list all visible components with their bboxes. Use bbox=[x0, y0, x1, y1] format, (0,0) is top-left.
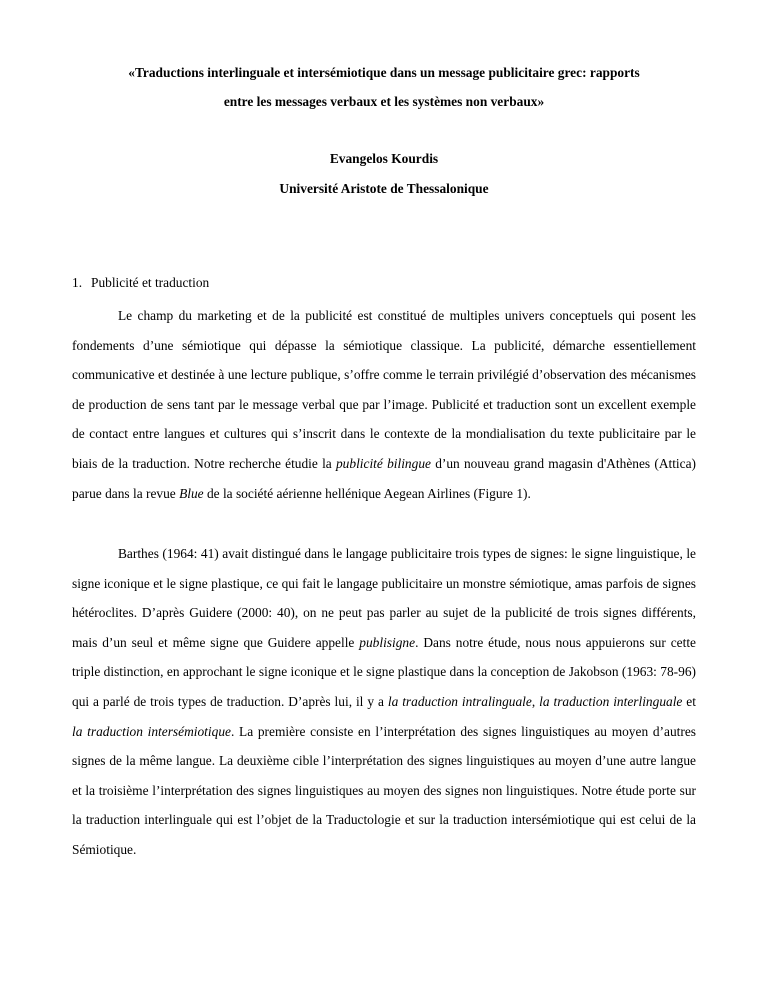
paragraph-2-text-1: Barthes (1964: 41) avait distingué dans le langage publicitaire trois types de signes: le signe linguistique, le signe iconique et le signe plastique, ce qui fait le langage publicitaire un monstre sémiotique, amas parfois de signes hétéroclites. D’après Guidere (2000: 40), on ne peut pas parler au sujet de la publicité de trois signes différents, mais d’un seul et même signe que Guidere appelle bbox=[72, 546, 696, 650]
section-title: Publicité et traduction bbox=[91, 275, 210, 290]
paragraph-2-text-4: et bbox=[682, 693, 696, 709]
paper-title-line-2: entre les messages verbaux et les systèmes non verbaux» bbox=[223, 94, 545, 109]
author-name: Evangelos Kourdis bbox=[329, 151, 439, 166]
paragraph-2-text-2: . Dans notre étude, nous nous appuierons sur cette triple distinction, en approchant le signe iconique et le signe plastique dans la conception de Jakobson (1963: 78-96) qui a parlé de trois types de traduction. D’après lui, il y a bbox=[72, 634, 696, 709]
paragraph-1-text-3: de la société aérienne hellénique Aegean Airlines (Figure 1). bbox=[203, 485, 531, 501]
section-heading bbox=[72, 274, 209, 292]
paragraph-2-text-5: . La première consiste en l’interprétation des signes linguistiques au moyen d’autres signes de la même langue. La deuxième cible l’interprétation des signes linguistiques au moyen d’une autre langue et la troisième l’interprétation des signes linguistiques au moyen des signes non linguistiques. Notre étude porte sur la traduction interlinguale qui est l’objet de la Traductologie et sur la traduction intersémiotique qui est celui de la Sémiotique. bbox=[72, 723, 696, 857]
paragraph-2-emphasis-1: publisigne bbox=[359, 634, 416, 650]
paragraph-1-text-1: Le champ du marketing et de la publicité est constitué de multiples univers conceptuels qui posent les fondements d’une sémiotique qui dépasse la sémiotique classique. La publicité, démarche essentiellement communicative et destinée à une lecture publique, s’offre comme le terrain privilégié d’observation des mécanismes de production de sens tant par le message verbal que par l’image. Publicité et traduction sont un excellent exemple de contact entre langues et cultures qui s’inscrit dans le contexte de la mondialisation du texte publicitaire par le biais de la traduction. Notre recherche étudie la bbox=[72, 308, 696, 471]
paragraph-2-emphasis-4: la traduction intersémiotique bbox=[72, 723, 231, 739]
paper-title-line-1: «Traductions interlinguale et intersémiotique dans un message publicitaire grec: rapports bbox=[128, 65, 640, 80]
paragraph-1-emphasis-2: Blue bbox=[179, 485, 204, 501]
section-number: 1. bbox=[72, 275, 83, 290]
paragraph-1-emphasis-1: publicité bilingue bbox=[335, 455, 431, 471]
author-affiliation: Université Aristote de Thessalonique bbox=[279, 181, 489, 196]
paragraph-1-text-2: d’un nouveau grand magasin d'Athènes (Attica) parue dans la revue bbox=[72, 455, 696, 501]
paragraph-2-emphasis-2: la traduction intralinguale bbox=[387, 693, 532, 709]
paragraph-2-emphasis-3: la traduction interlinguale bbox=[539, 693, 683, 709]
paragraph-2 bbox=[72, 539, 696, 865]
paragraph-2-text-3: , bbox=[531, 693, 540, 709]
paragraph-1 bbox=[72, 301, 696, 508]
